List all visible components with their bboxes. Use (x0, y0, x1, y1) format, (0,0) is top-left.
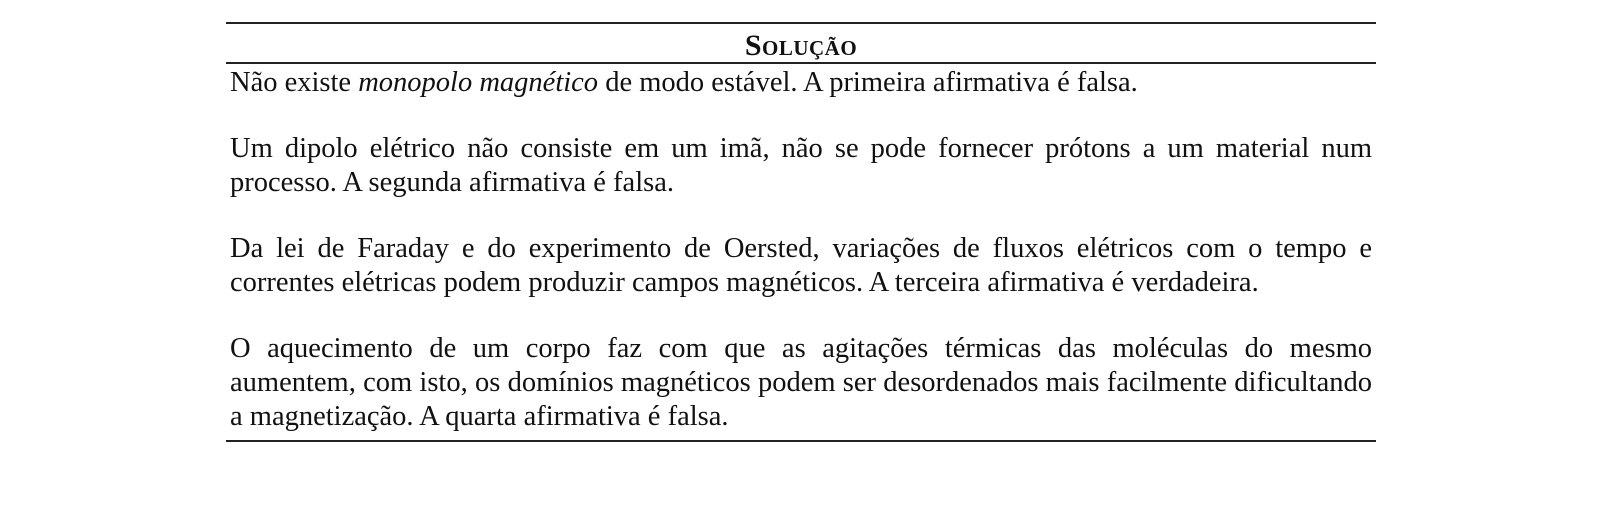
paragraph-4: O aquecimento de um corpo faz com que as agitações térmicas das moléculas do mesmo aumentem, com isto, os domínios magnéticos podem ser desordenados mais facilmente dificultando a magnetização. A quarta afirmativa é falsa. (230, 333, 1372, 432)
solution-content (226, 66, 1376, 440)
paragraph-1 (230, 66, 1372, 100)
solution-heading: Solução (226, 24, 1376, 64)
paragraph-1-end: de modo estável. A primeira afirmativa é falsa. (598, 67, 1138, 98)
paragraph-1-start: Não existe (230, 67, 359, 98)
paragraph-3: Da lei de Faraday e do experimento de Oersted, variações de fluxos elétricos com o tempo e correntes elétricas podem produzir campos magnéticos. A terceira afirmativa é verdadeira. (230, 233, 1372, 298)
solution-box (226, 22, 1376, 442)
paragraph-1-emphasis: monopolo magnético (358, 67, 599, 98)
paragraph-2: Um dipolo elétrico não consiste em um imã, não se pode fornecer prótons a um material num processo. A segunda afirmativa é falsa. (230, 133, 1372, 198)
